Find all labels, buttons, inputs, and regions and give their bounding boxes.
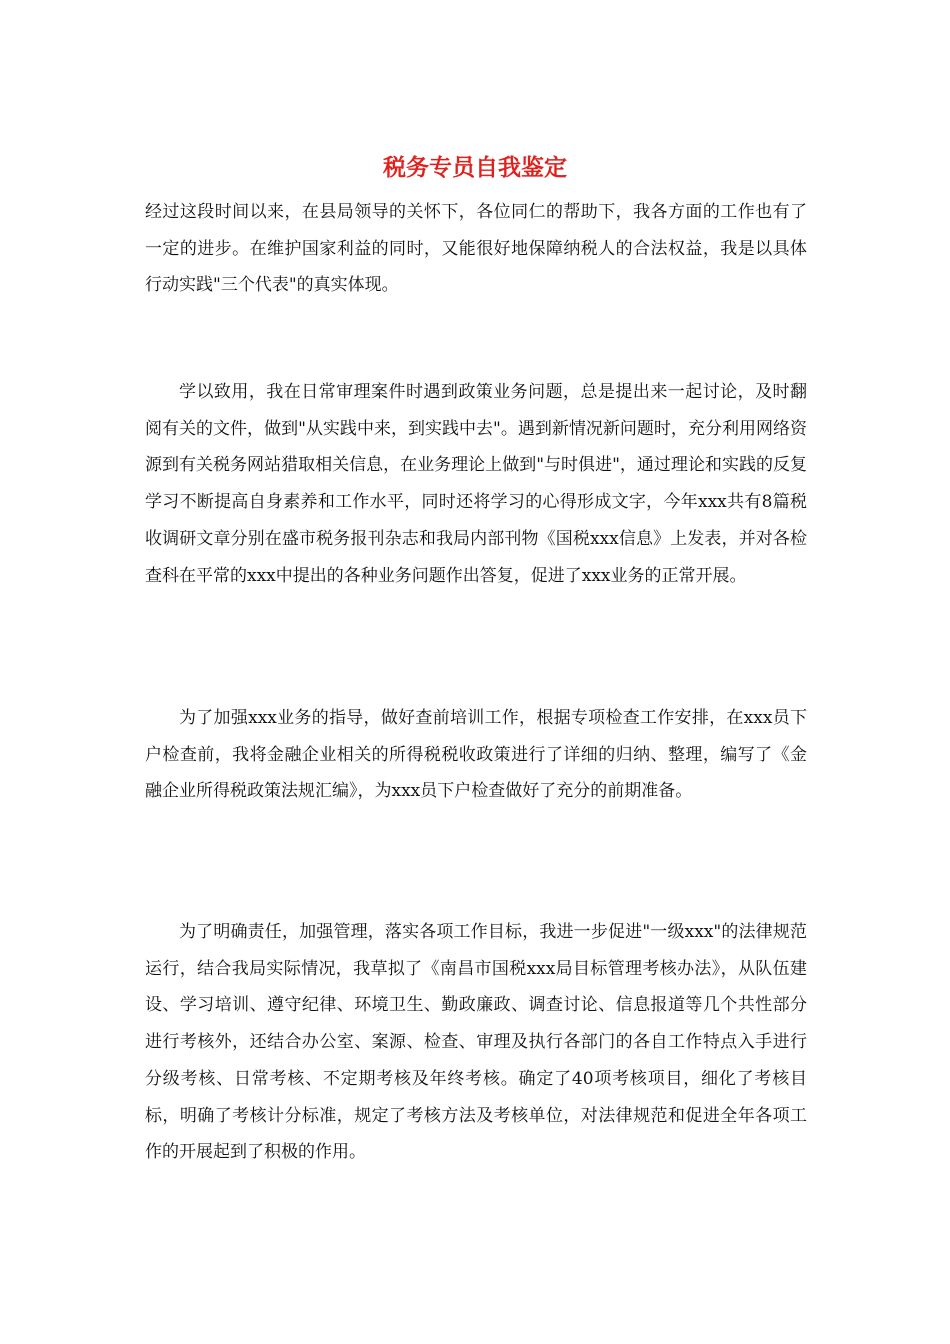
paragraph-2: 学以致用，我在日常审理案件时遇到政策业务问题，总是提出来一起讨论，及时翻阅有关的文件，做到"从实践中来，到实践中去"。遇到新情况新问题时，充分利用网络资源到有关税务网站猎取相关信息，在业务理论上做到"与时俱进"，通过理论和实践的反复学习不断提高自身素养和工作水平，同时还将学习的心得形成文字，今年xxx共有8篇税收调研文章分别在盛市税务报刊杂志和我局内部刊物《国税xxx信息》上发表，并对各检查科在平常的xxx中提出的各种业务问题作出答复，促进了xxx业务的正常开展。 xyxy=(145,382,807,586)
paragraph-3: 为了加强xxx业务的指导，做好查前培训工作，根据专项检查工作安排，在xxx员下户检查前，我将金融企业相关的所得税税收政策进行了详细的归纳、整理，编写了《金融企业所得税政策法规汇编》，为xxx员下户检查做好了充分的前期准备。 xyxy=(145,708,807,802)
paragraph-1: 经过这段时间以来，在县局领导的关怀下，各位同仁的帮助下，我各方面的工作也有了一定的进步。在维护国家利益的同时，又能很好地保障纳税人的合法权益，我是以具体行动实践"三个代表"的真实体现。 xyxy=(145,202,807,296)
document-title: 税务专员自我鉴定 xyxy=(383,154,567,181)
paragraph-4: 为了明确责任，加强管理，落实各项工作目标，我进一步促进"一级xxx"的法律规范运行，结合我局实际情况，我草拟了《南昌市国税xxx局目标管理考核办法》，从队伍建设、学习培训、遵守纪律、环境卫生、勤政廉政、调查讨论、信息报道等几个共性部分进行考核外，还结合办公室、案源、检查、审理及执行各部门的各自工作特点入手进行分级考核、日常考核、不定期考核及年终考核。确定了40项考核项目，细化了考核目标，明确了考核计分标准，规定了考核方法及考核单位，对法律规范和促进全年各项工作的开展起到了积极的作用。 xyxy=(145,922,807,1163)
